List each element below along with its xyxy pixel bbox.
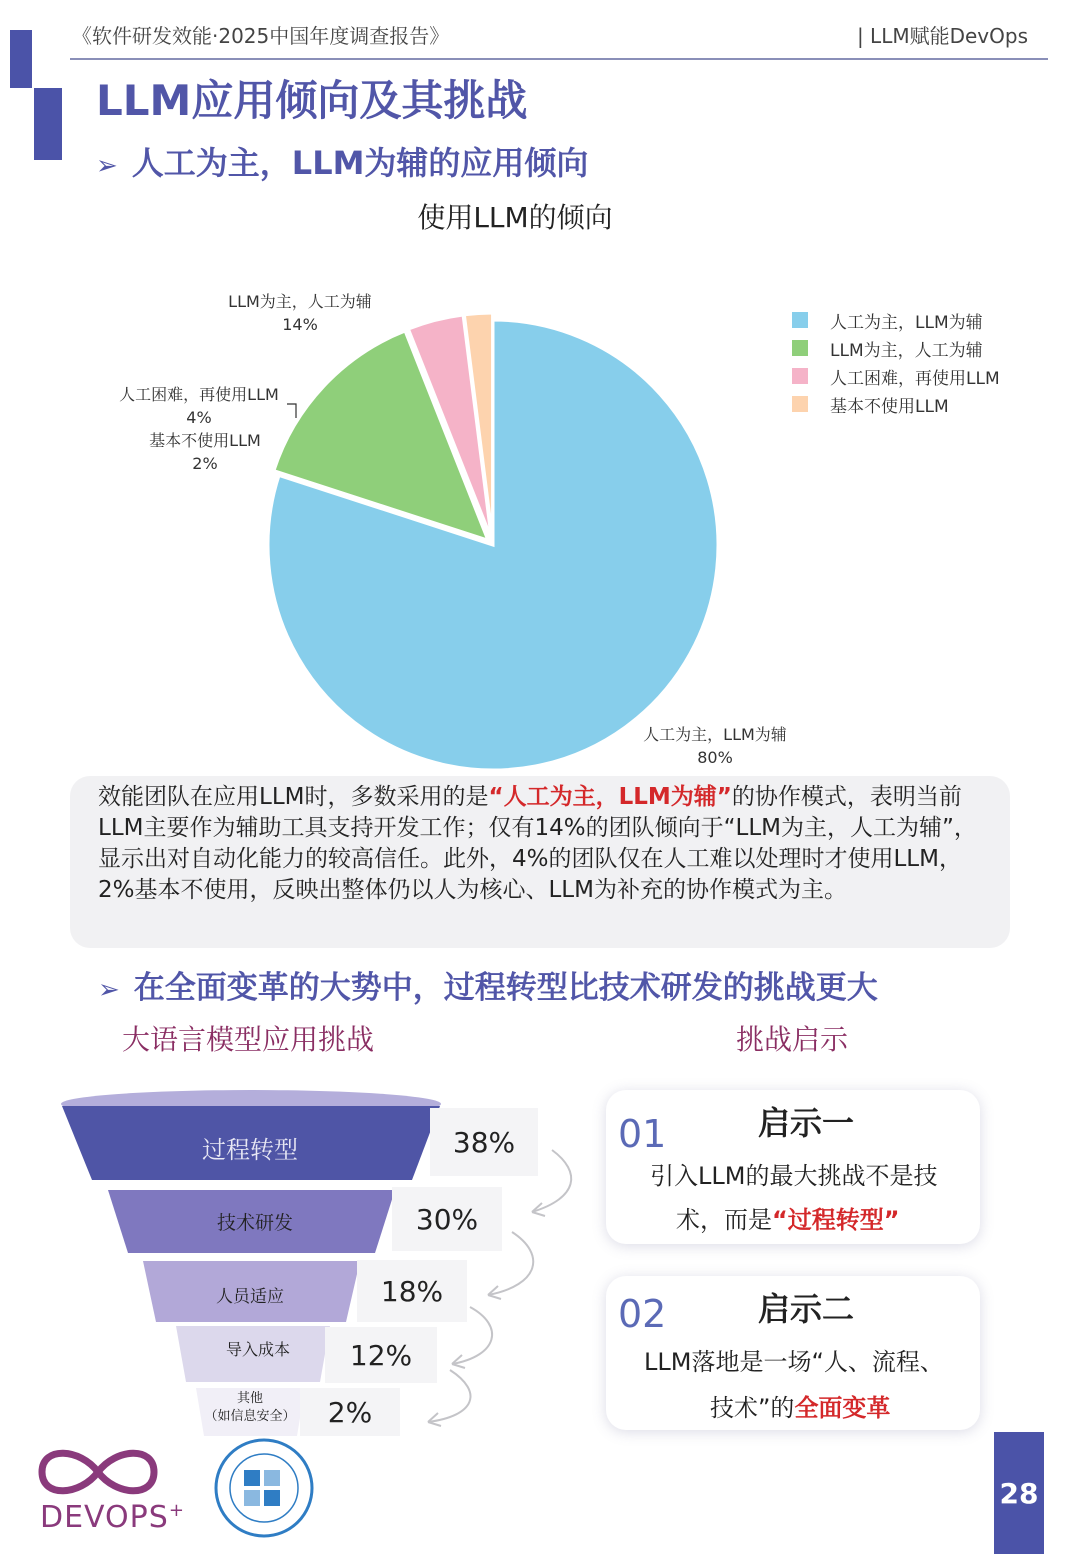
- pie-label-value: 2%: [192, 454, 218, 473]
- legend-label: 人工困难，再使用LLM: [830, 368, 1000, 389]
- insight-card-2: [606, 1276, 980, 1430]
- funnel-label: 技术研发: [216, 1212, 293, 1234]
- legend-label: 人工为主，LLM为辅: [830, 312, 983, 333]
- insight-body-line: 引入LLM的最大挑战不是技: [650, 1162, 938, 1190]
- pie-label-value: 14%: [282, 315, 318, 334]
- sse-seal-logo: [214, 1438, 314, 1538]
- legend-label: LLM为主，人工为辅: [830, 340, 983, 361]
- pie-label-name: 人工为主，LLM为辅: [643, 725, 787, 744]
- funnel-pct: 2%: [300, 1388, 400, 1436]
- section-tag: | LLM赋能DevOps: [856, 24, 1028, 48]
- funnel-label: 导入成本: [225, 1340, 290, 1359]
- challenges-subheading: 大语言模型应用挑战: [122, 1023, 375, 1056]
- devops-logo-word: DEVOPS: [40, 1500, 169, 1535]
- funnel-pct: 38%: [430, 1108, 538, 1176]
- insight-body-line: LLM落地是一场“人、流程、: [644, 1348, 944, 1376]
- section-heading-2-text: 在全面变革的大势中，过程转型比技术研发的挑战更大: [133, 970, 878, 1006]
- insight-body-line: [710, 1386, 890, 1430]
- funnel-label-line: （如信息安全）: [204, 1409, 296, 1424]
- insight-highlight: 全面变革: [794, 1394, 891, 1422]
- funnel-pct: 12%: [325, 1327, 437, 1383]
- insight-body-line: [676, 1198, 900, 1242]
- report-title: 《软件研发效能·2025中国年度调查报告》: [72, 24, 450, 48]
- arrow-icon: ➢: [98, 975, 120, 1005]
- section-heading-1-text: 人工为主，LLM为辅的应用倾向: [131, 144, 589, 182]
- page-title: LLM应用倾向及其挑战: [96, 76, 528, 125]
- summary-part: 的协作模式，表明当前LLM主要作为辅助工具支持开发工作；仅有14%的团队倾向于“LLM为主，人工为辅”，显示出对自动化能力的较高信任。此外，4%的团队仅在人工难以处理时才使用LLM，2%基本不使用，反映出整体仍以人为核心、LLM为补充的协作模式为主。: [98, 784, 977, 903]
- chart-title: 使用LLM的倾向: [417, 201, 613, 234]
- funnel-label: [180, 1390, 320, 1426]
- devops-infinity-logo: [36, 1440, 160, 1504]
- insight-title: 启示一: [758, 1104, 855, 1142]
- summary-part: 效能团队在应用LLM时，多数采用的是: [98, 784, 489, 810]
- legend-label: 基本不使用LLM: [830, 396, 949, 417]
- pie-label-name: LLM为主，人工为辅: [228, 292, 372, 311]
- insight-title: 启示二: [758, 1290, 855, 1328]
- insight-highlight: “过程转型”: [772, 1206, 900, 1234]
- funnel-label: 人员适应: [216, 1287, 284, 1307]
- pie-label-name: 人工困难，再使用LLM: [119, 385, 279, 404]
- insight-number: 01: [618, 1112, 667, 1156]
- funnel-pct: 18%: [357, 1260, 467, 1322]
- insight-text: 术，而是: [676, 1206, 772, 1234]
- arrow-icon: ➢: [96, 151, 118, 181]
- devops-logo-sup: +: [168, 1500, 185, 1521]
- funnel-pct: 30%: [392, 1187, 502, 1251]
- funnel-label-line: 其他: [236, 1391, 263, 1406]
- insight-text: 技术”的: [710, 1394, 795, 1422]
- summary-highlight: “人工为主，LLM为辅”: [488, 784, 732, 810]
- page-number: 28: [994, 1432, 1044, 1554]
- pie-label-name: 基本不使用LLM: [149, 431, 261, 450]
- insight-card-1: [606, 1090, 980, 1244]
- insights-subheading: 挑战启示: [736, 1023, 849, 1056]
- devops-logo-text: [40, 1500, 185, 1535]
- funnel-label: 过程转型: [202, 1136, 298, 1164]
- pie-label-value: 80%: [697, 748, 733, 767]
- pie-label-value: 4%: [186, 408, 212, 427]
- insight-number: 02: [618, 1292, 667, 1336]
